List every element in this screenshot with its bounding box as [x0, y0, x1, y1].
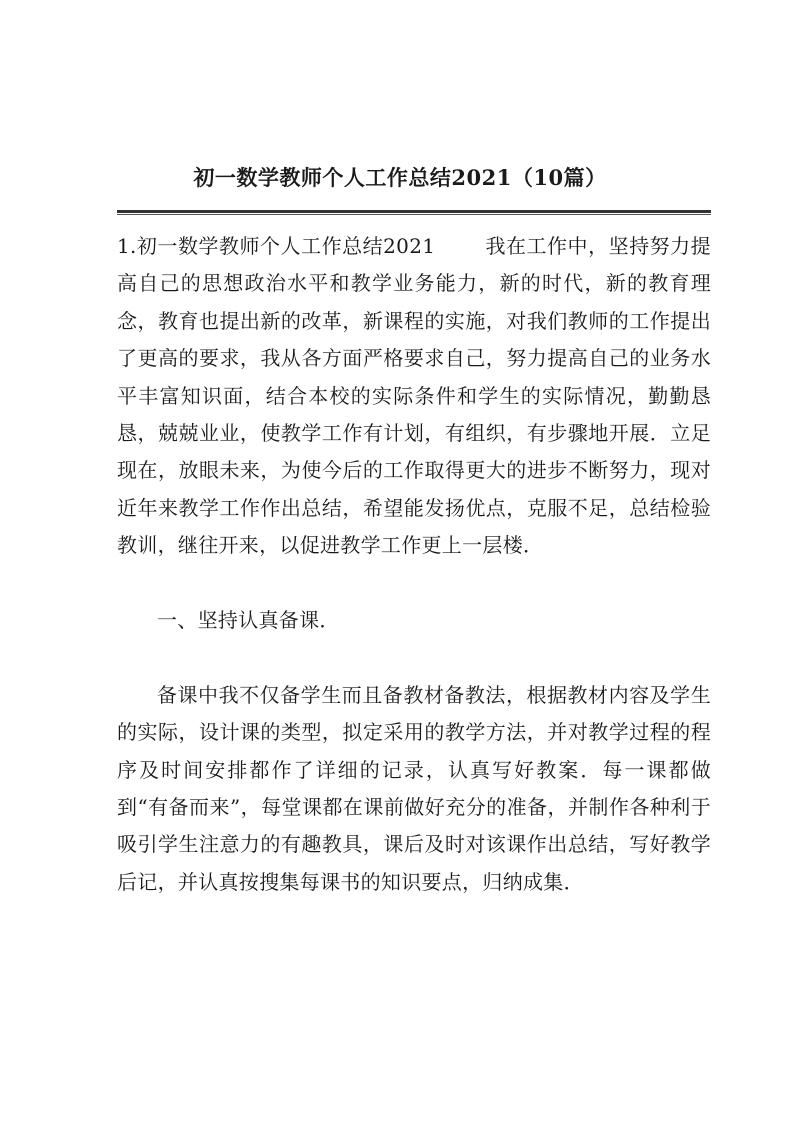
- paragraph-spacer: [117, 565, 711, 602]
- body-paragraph: 备课中我不仅备学生而且备教材备教法，根据教材内容及学生的实际，设计课的类型，拟定采用的教学方法，并对教学过程的程序及时间安排都作了详细的记录，认真写好教案．每一课都做到“有备而来”，每堂课都在课前做好充分的准备，并制作各种利于吸引学生注意力的有趣教具，课后及时对该课作出总结，写好教学后记，并认真按搜集每课书的知识要点，归纳成集．: [117, 682, 711, 894]
- title-divider-thick: [117, 210, 711, 213]
- subheading: 一、坚持认真备课．: [157, 608, 340, 633]
- title-divider-thin: [117, 214, 711, 215]
- paragraph-spacer: [117, 639, 711, 676]
- intro-paragraph: [117, 228, 711, 565]
- document-title: 初一数学教师个人工作总结2021（10篇）: [193, 165, 607, 190]
- intro-text: 我在工作中，坚持努力提高自己的思想政治水平和教学业务能力，新的时代，新的教育理念，教育也提出新的改革，新课程的实施，对我们教师的工作提出了更高的要求，我从各方面严格要求自己，努力提高自己的业务水平丰富知识面，结合本校的实际条件和学生的实际情况，勤勤恳恳，兢兢业业，使教学工作有计划，有组织，有步骤地开展．立足现在，放眼未来，为使今后的工作取得更大的进步不断努力，现对近年来教学工作作出总结，希望能发扬优点，克服不足，总结检验教训，继往开来，以促进教学工作更上一层楼．: [117, 234, 711, 558]
- section-heading: 1.初一数学教师个人工作总结2021: [117, 234, 436, 258]
- document-body: [117, 228, 711, 901]
